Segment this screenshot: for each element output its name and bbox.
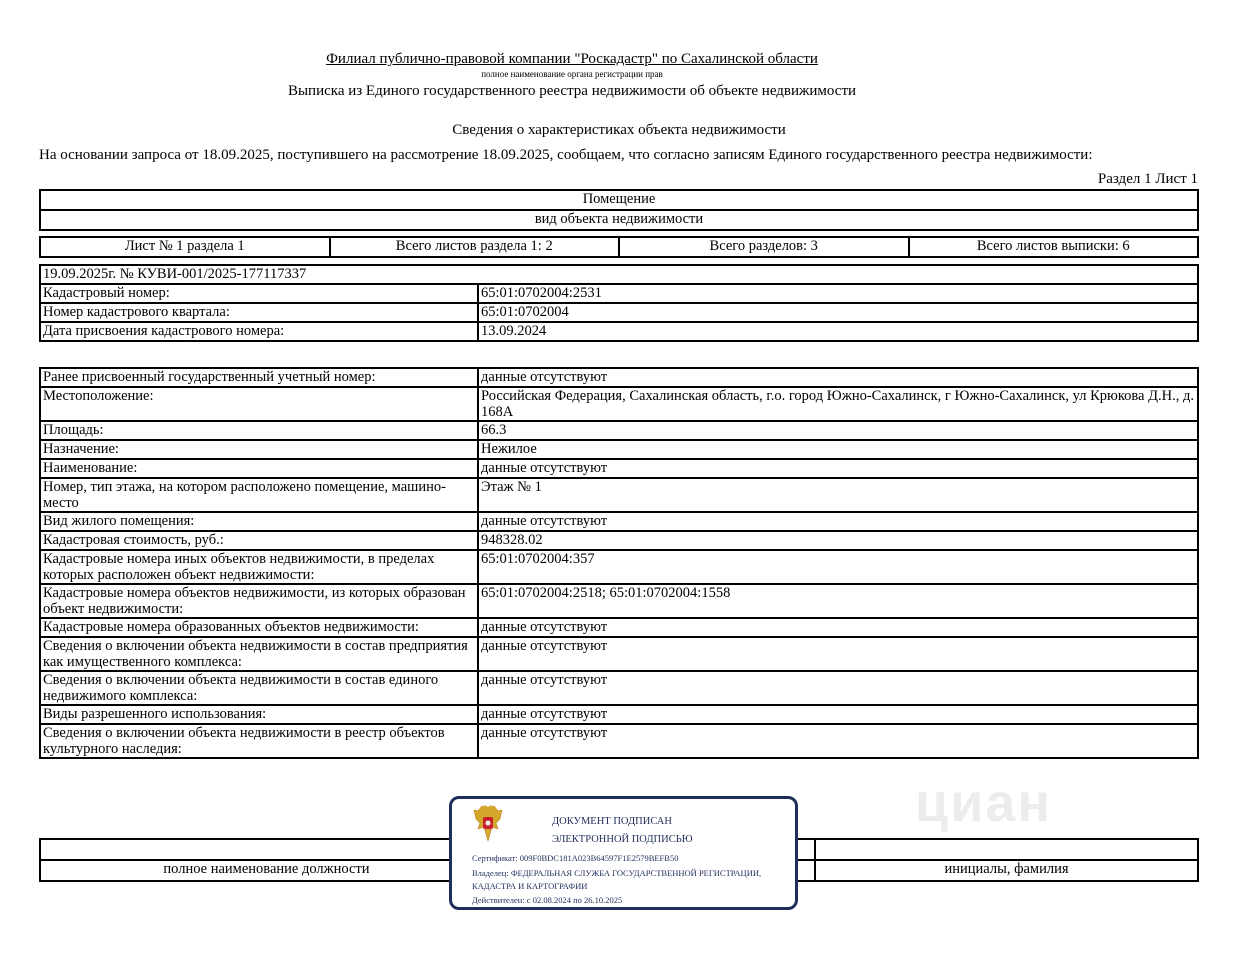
object-type: Помещение: [40, 190, 1198, 210]
registry-organization: Филиал публично-правовой компании "Роскадастр" по Сахалинской области: [326, 51, 818, 67]
coat-of-arms-icon: [472, 805, 504, 843]
table-row: [40, 303, 1198, 322]
row-label: Сведения о включении объекта недвижимости в реестр объектов культурного наследия:: [40, 724, 478, 758]
watermark-logo: циан: [915, 773, 1053, 833]
document-subtitle: Сведения о характеристиках объекта недвижимости: [452, 122, 786, 138]
row-label: Кадастровая стоимость, руб.:: [40, 531, 478, 550]
electronic-signature-stamp: [449, 796, 798, 910]
row-value: данные отсутствуют: [478, 705, 1198, 724]
table-row: [40, 724, 1198, 758]
row-label: Виды разрешенного использования:: [40, 705, 478, 724]
row-label: Площадь:: [40, 421, 478, 440]
row-label: Назначение:: [40, 440, 478, 459]
row-value: 65:01:0702004:2531: [478, 284, 1198, 303]
row-label: Номер, тип этажа, на котором расположено помещение, машино-место: [40, 478, 478, 512]
row-label: Номер кадастрового квартала:: [40, 303, 478, 322]
row-value: 65:01:0702004:2518; 65:01:0702004:1558: [478, 584, 1198, 618]
row-label: Кадастровые номера иных объектов недвижимости, в пределах которых расположен объект недвижимости:: [40, 550, 478, 584]
table-row: [40, 284, 1198, 303]
table-row: [40, 387, 1198, 421]
table-row: [40, 705, 1198, 724]
object-type-table: [39, 189, 1199, 231]
stamp-valid: Действителен: с 02.08.2024 по 26.10.2025: [472, 895, 623, 905]
request-reference: 19.09.2025г. № КУВИ-001/2025-177117337: [40, 265, 1198, 284]
stamp-line2: ЭЛЕКТРОННОЙ ПОДПИСЬЮ: [552, 834, 693, 845]
row-value: 65:01:0702004: [478, 303, 1198, 322]
row-label: Кадастровые номера образованных объектов недвижимости:: [40, 618, 478, 637]
table-row: [40, 550, 1198, 584]
row-value: Нежилое: [478, 440, 1198, 459]
section-sheet-label: Раздел 1 Лист 1: [1097, 171, 1198, 187]
row-value: данные отсутствуют: [478, 724, 1198, 758]
characteristics-table: [39, 367, 1199, 759]
row-value: данные отсутствуют: [478, 512, 1198, 531]
table-row: [40, 637, 1198, 671]
table-row: [40, 322, 1198, 341]
row-value: данные отсутствуют: [478, 671, 1198, 705]
table-row: [40, 512, 1198, 531]
table-row: [40, 459, 1198, 478]
table-row: [40, 421, 1198, 440]
table-row: [40, 531, 1198, 550]
row-label: Кадастровые номера объектов недвижимости, из которых образован объект недвижимости:: [40, 584, 478, 618]
row-label: Вид жилого помещения:: [40, 512, 478, 531]
document-title: Выписка из Единого государственного реестра недвижимости об объекте недвижимости: [287, 83, 857, 99]
total-section-sheets: Всего листов раздела 1: 2: [330, 237, 620, 257]
table-row: [40, 478, 1198, 512]
row-value: данные отсутствуют: [478, 368, 1198, 387]
sheet-counts-table: [39, 236, 1199, 258]
row-label: Сведения о включении объекта недвижимости в состав предприятия как имущественного комплекса:: [40, 637, 478, 671]
row-value: 65:01:0702004:357: [478, 550, 1198, 584]
row-value: 948328.02: [478, 531, 1198, 550]
row-value: данные отсутствуют: [478, 618, 1198, 637]
table-row: [40, 368, 1198, 387]
intro-text: На основании запроса от 18.09.2025, поступившего на рассмотрение 18.09.2025, сообщаем, что согласно записям Единого государственного реестра недвижимости:: [39, 147, 1093, 163]
row-value: Этаж № 1: [478, 478, 1198, 512]
table-row: [40, 618, 1198, 637]
row-value: 66.3: [478, 421, 1198, 440]
stamp-owner: Владелец: ФЕДЕРАЛЬНАЯ СЛУЖБА ГОСУДАРСТВЕННОЙ РЕГИСТРАЦИИ, КАДАСТРА И КАРТОГРАФИИ: [472, 868, 762, 891]
row-label: Сведения о включении объекта недвижимости в состав единого недвижимого комплекса:: [40, 671, 478, 705]
stamp-certificate: Сертификат: 009F0BDC181A023B64597F1E2579BEFB50: [472, 853, 679, 863]
sheet-number: Лист № 1 раздела 1: [40, 237, 330, 257]
row-value: данные отсутствуют: [478, 637, 1198, 671]
table-row: [40, 440, 1198, 459]
row-label: Кадастровый номер:: [40, 284, 478, 303]
row-label: Местоположение:: [40, 387, 478, 421]
row-label: Дата присвоения кадастрового номера:: [40, 322, 478, 341]
total-sections: Всего разделов: 3: [619, 237, 909, 257]
name-caption: инициалы, фамилия: [815, 860, 1198, 881]
row-label: Наименование:: [40, 459, 478, 478]
row-value: данные отсутствуют: [478, 459, 1198, 478]
object-type-caption: вид объекта недвижимости: [40, 210, 1198, 230]
total-sheets: Всего листов выписки: 6: [909, 237, 1199, 257]
table-row: [40, 584, 1198, 618]
stamp-line1: ДОКУМЕНТ ПОДПИСАН: [552, 816, 672, 827]
row-label: Ранее присвоенный государственный учетный номер:: [40, 368, 478, 387]
table-row: [40, 671, 1198, 705]
registry-organization-caption: полное наименование органа регистрации прав: [481, 69, 663, 79]
position-caption: полное наименование должности: [40, 860, 493, 881]
identification-table: [39, 264, 1199, 342]
position-cell: [40, 839, 493, 860]
row-value: Российская Федерация, Сахалинская область, г.о. город Южно-Сахалинск, г Южно-Сахалинск, ул Крюкова Д.Н., д. 168А: [478, 387, 1198, 421]
row-value: 13.09.2024: [478, 322, 1198, 341]
